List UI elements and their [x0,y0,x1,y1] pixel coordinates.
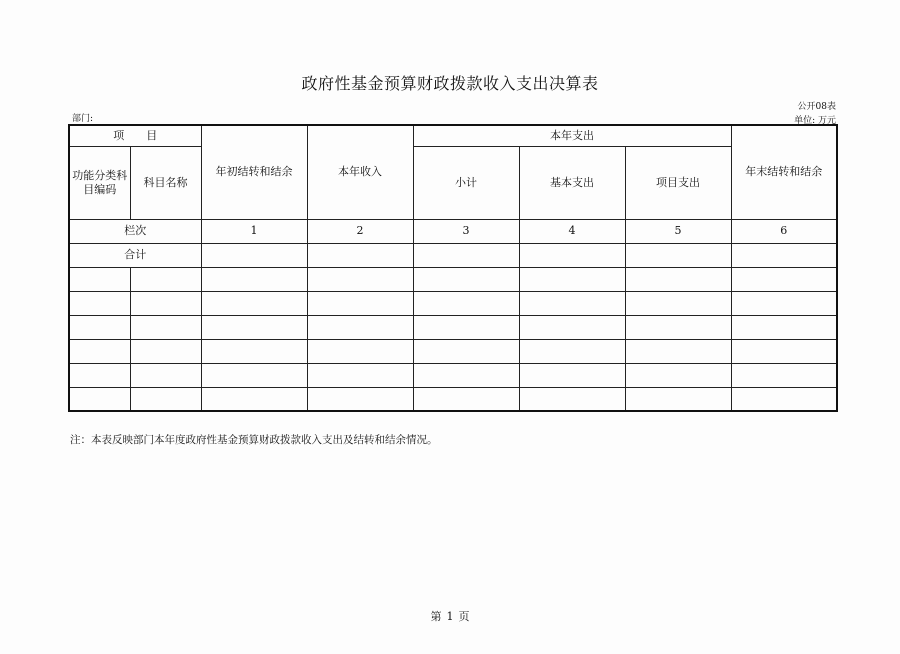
func-code-header: 功能分类科目编码 [69,146,130,219]
table-row [69,315,837,339]
empty-cell [201,291,307,315]
empty-cell [201,243,307,267]
empty-cell [413,243,519,267]
empty-cell [519,291,625,315]
empty-cell [307,339,413,363]
empty-cell [69,291,130,315]
total-label: 合计 [69,243,201,267]
empty-cell [625,315,731,339]
item-header: 项 目 [69,125,201,146]
empty-cell [201,315,307,339]
empty-cell [307,387,413,411]
empty-cell [130,291,201,315]
table-note: 注：本表反映部门本年度政府性基金预算财政拨款收入支出及结转和结余情况。 [70,434,438,446]
empty-cell [519,339,625,363]
empty-cell [519,363,625,387]
empty-cell [519,387,625,411]
empty-cell [307,363,413,387]
empty-cell [519,267,625,291]
empty-cell [69,363,130,387]
unit-label: 单位: 万元 [794,116,836,126]
column-number: 2 [307,219,413,243]
empty-cell [130,267,201,291]
empty-cell [130,339,201,363]
empty-cell [625,363,731,387]
table-row [69,387,837,411]
empty-cell [69,267,130,291]
empty-cell [307,315,413,339]
subject-name-header: 科目名称 [130,146,201,219]
form-number: 公开08表 [797,102,836,112]
column-number: 6 [731,219,837,243]
empty-cell [625,243,731,267]
empty-cell [413,339,519,363]
empty-cell [201,267,307,291]
col-basic: 基本支出 [519,146,625,219]
table-row [69,267,837,291]
empty-cell [731,363,837,387]
empty-cell [625,267,731,291]
col-income: 本年收入 [307,125,413,219]
col-closing-balance: 年末结转和结余 [731,125,837,219]
column-number: 4 [519,219,625,243]
table-row [69,339,837,363]
empty-cell [201,339,307,363]
empty-cell [731,387,837,411]
empty-cell [69,387,130,411]
page-footer [0,608,900,624]
empty-cell [307,267,413,291]
empty-cell [307,243,413,267]
empty-cell [130,387,201,411]
empty-cell [731,267,837,291]
col-opening-balance: 年初结转和结余 [201,125,307,219]
empty-cell [625,291,731,315]
column-number: 3 [413,219,519,243]
table-row [69,363,837,387]
table-row [69,291,837,315]
empty-cell [201,363,307,387]
empty-cell [69,339,130,363]
empty-cell [307,291,413,315]
empty-cell [413,363,519,387]
empty-cell [625,339,731,363]
empty-cell [413,387,519,411]
empty-cell [413,315,519,339]
column-number: 5 [625,219,731,243]
report-title: 政府性基金预算财政拨款收入支出决算表 [301,74,599,93]
column-number: 1 [201,219,307,243]
col-expenditure-group: 本年支出 [413,125,731,146]
empty-cell [201,387,307,411]
empty-cell [130,363,201,387]
empty-cell [519,243,625,267]
col-project: 项目支出 [625,146,731,219]
budget-table [68,124,838,412]
page-number: 1 [446,610,454,623]
empty-cell [519,315,625,339]
empty-cell [731,339,837,363]
department-label: 部门: [72,114,94,124]
empty-cell [130,315,201,339]
row-index-label: 栏次 [69,219,201,243]
empty-cell [731,291,837,315]
total-row [69,243,837,267]
empty-cell [625,387,731,411]
page-prefix: 第 [430,610,442,623]
empty-cell [413,291,519,315]
empty-cell [731,315,837,339]
empty-cell [731,243,837,267]
empty-cell [69,315,130,339]
page-suffix: 页 [458,610,470,623]
col-subtotal: 小计 [413,146,519,219]
empty-cell [413,267,519,291]
